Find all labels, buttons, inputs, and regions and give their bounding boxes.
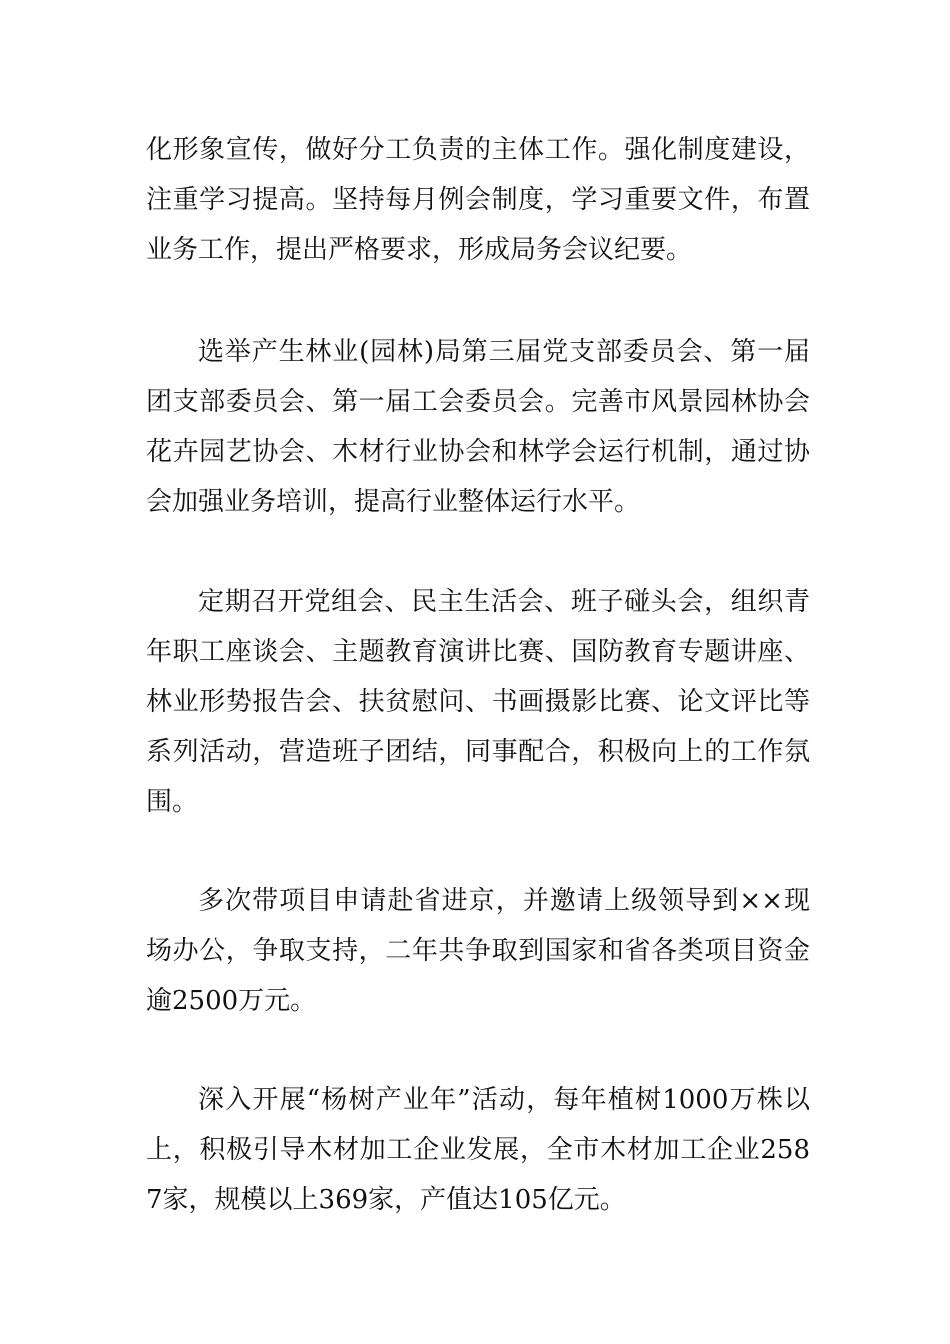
paragraph-2: 选举产生林业(园林)局第三届党支部委员会、第一届团支部委员会、第一届工会委员会。完善市风景园林协会花卉园艺协会、木材行业协会和林学会运行机制，通过协会加强业务培训，提高行业整体运行水平。 — [146, 337, 810, 517]
paragraph-3: 定期召开党组会、民主生活会、班子碰头会，组织青年职工座谈会、主题教育演讲比赛、国防教育专题讲座、林业形势报告会、扶贫慰问、书画摄影比赛、论文评比等系列活动，营造班子团结，同事配合，积极向上的工作氛围。 — [146, 587, 810, 817]
paragraph-5: 深入开展“杨树产业年”活动，每年植树1000万株以上，积极引导木材加工企业发展，全市木材加工企业2587家，规模以上369家，产值达105亿元。 — [146, 1085, 810, 1215]
paragraph-1: 化形象宣传，做好分工负责的主体工作。强化制度建设，注重学习提高。坚持每月例会制度，学习重要文件，布置业务工作，提出严格要求，形成局务会议纪要。 — [146, 135, 810, 265]
paragraph-4: 多次带项目申请赴省进京，并邀请上级领导到××现场办公，争取支持，二年共争取到国家和省各类项目资金逾2500万元。 — [146, 886, 810, 1016]
